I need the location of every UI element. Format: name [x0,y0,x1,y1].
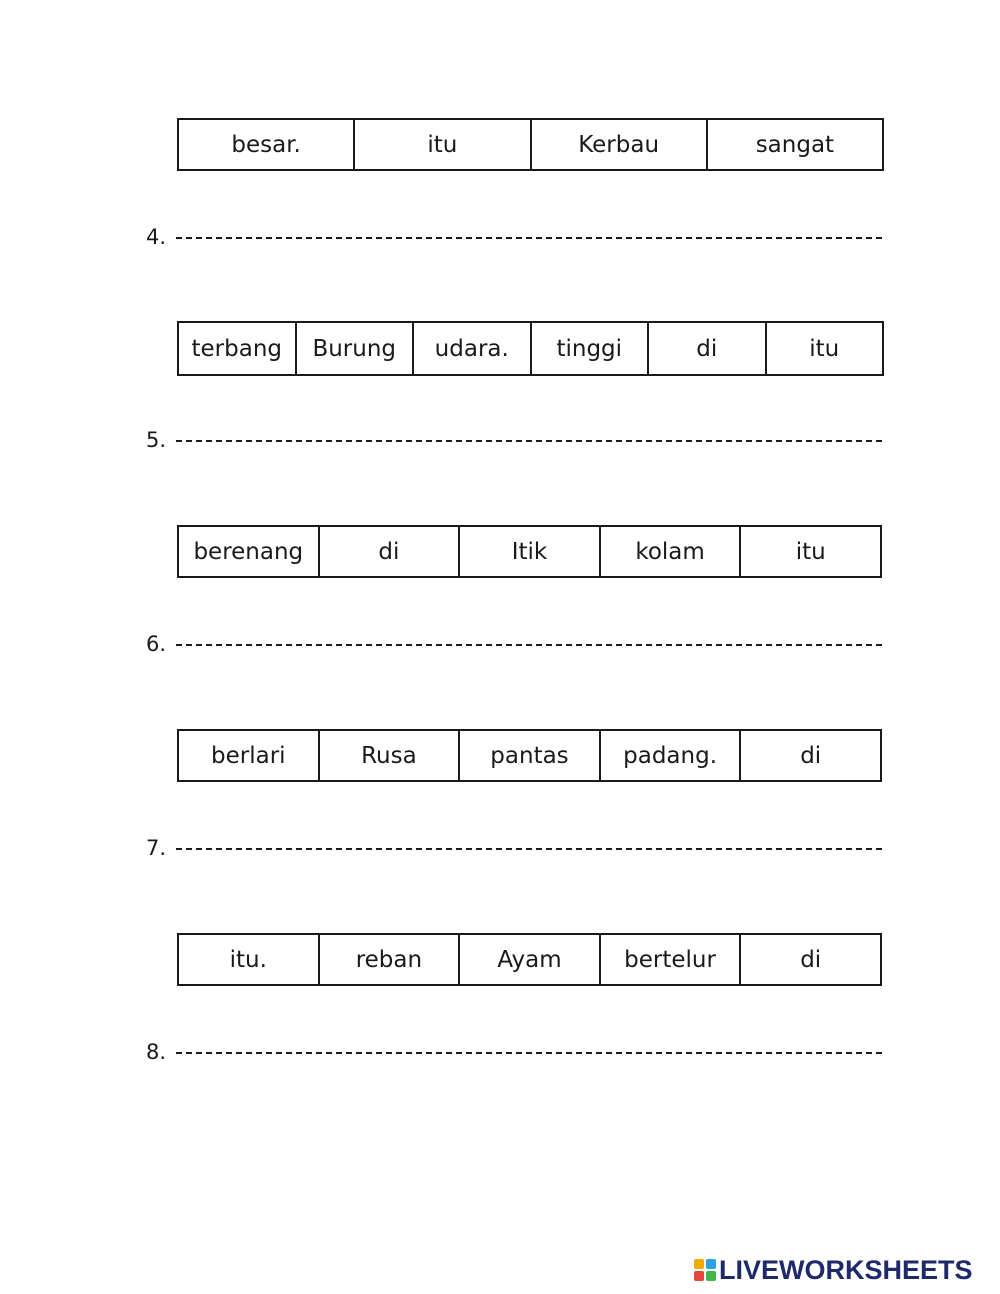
answer-dashed-line[interactable] [176,440,882,442]
word-tile[interactable]: di [319,526,460,577]
word-tile[interactable]: berenang [178,526,319,577]
word-tile[interactable]: itu [354,119,530,170]
word-table-2 [177,321,884,376]
word-tile[interactable]: padang. [600,730,741,781]
word-tile[interactable]: terbang [178,322,296,375]
word-tile[interactable]: bertelur [600,934,741,985]
logo-square [706,1259,716,1269]
word-tile[interactable]: tinggi [531,322,649,375]
question-number: 8. [146,1040,167,1064]
word-tile[interactable]: Kerbau [531,119,707,170]
word-table-1 [177,118,884,171]
word-tile[interactable]: kolam [600,526,741,577]
logo-square [694,1259,704,1269]
answer-line-4[interactable] [146,222,886,252]
liveworksheets-logo-icon [694,1259,716,1281]
question-number: 7. [146,836,167,860]
answer-dashed-line[interactable] [176,644,882,646]
word-tile[interactable]: Burung [296,322,414,375]
answer-dashed-line[interactable] [176,1052,882,1054]
logo-square [694,1271,704,1281]
question-number: 4. [146,225,167,249]
word-tile[interactable]: reban [319,934,460,985]
word-tile[interactable]: Rusa [319,730,460,781]
word-tile[interactable]: di [740,934,881,985]
answer-line-7[interactable] [146,833,886,863]
word-table-4 [177,729,882,782]
word-table-3 [177,525,882,578]
word-tile[interactable]: besar. [178,119,354,170]
answer-line-5[interactable] [146,425,886,455]
word-table-5 [177,933,882,986]
word-tile[interactable]: di [740,730,881,781]
answer-line-6[interactable] [146,629,886,659]
brand-text: LIVEWORKSHEETS [719,1254,973,1285]
answer-dashed-line[interactable] [176,848,882,850]
word-tile[interactable]: Ayam [459,934,600,985]
logo-square [706,1271,716,1281]
answer-dashed-line[interactable] [176,237,882,239]
word-tile[interactable]: itu [766,322,884,375]
word-tile[interactable]: di [648,322,766,375]
question-number: 5. [146,428,167,452]
word-tile[interactable]: berlari [178,730,319,781]
word-tile[interactable]: udara. [413,322,531,375]
word-tile[interactable]: itu [740,526,881,577]
answer-line-8[interactable] [146,1037,886,1067]
word-tile[interactable]: itu. [178,934,319,985]
word-tile[interactable]: Itik [459,526,600,577]
liveworksheets-brand[interactable] [694,1254,973,1286]
word-tile[interactable]: sangat [707,119,883,170]
question-number: 6. [146,632,167,656]
word-tile[interactable]: pantas [459,730,600,781]
